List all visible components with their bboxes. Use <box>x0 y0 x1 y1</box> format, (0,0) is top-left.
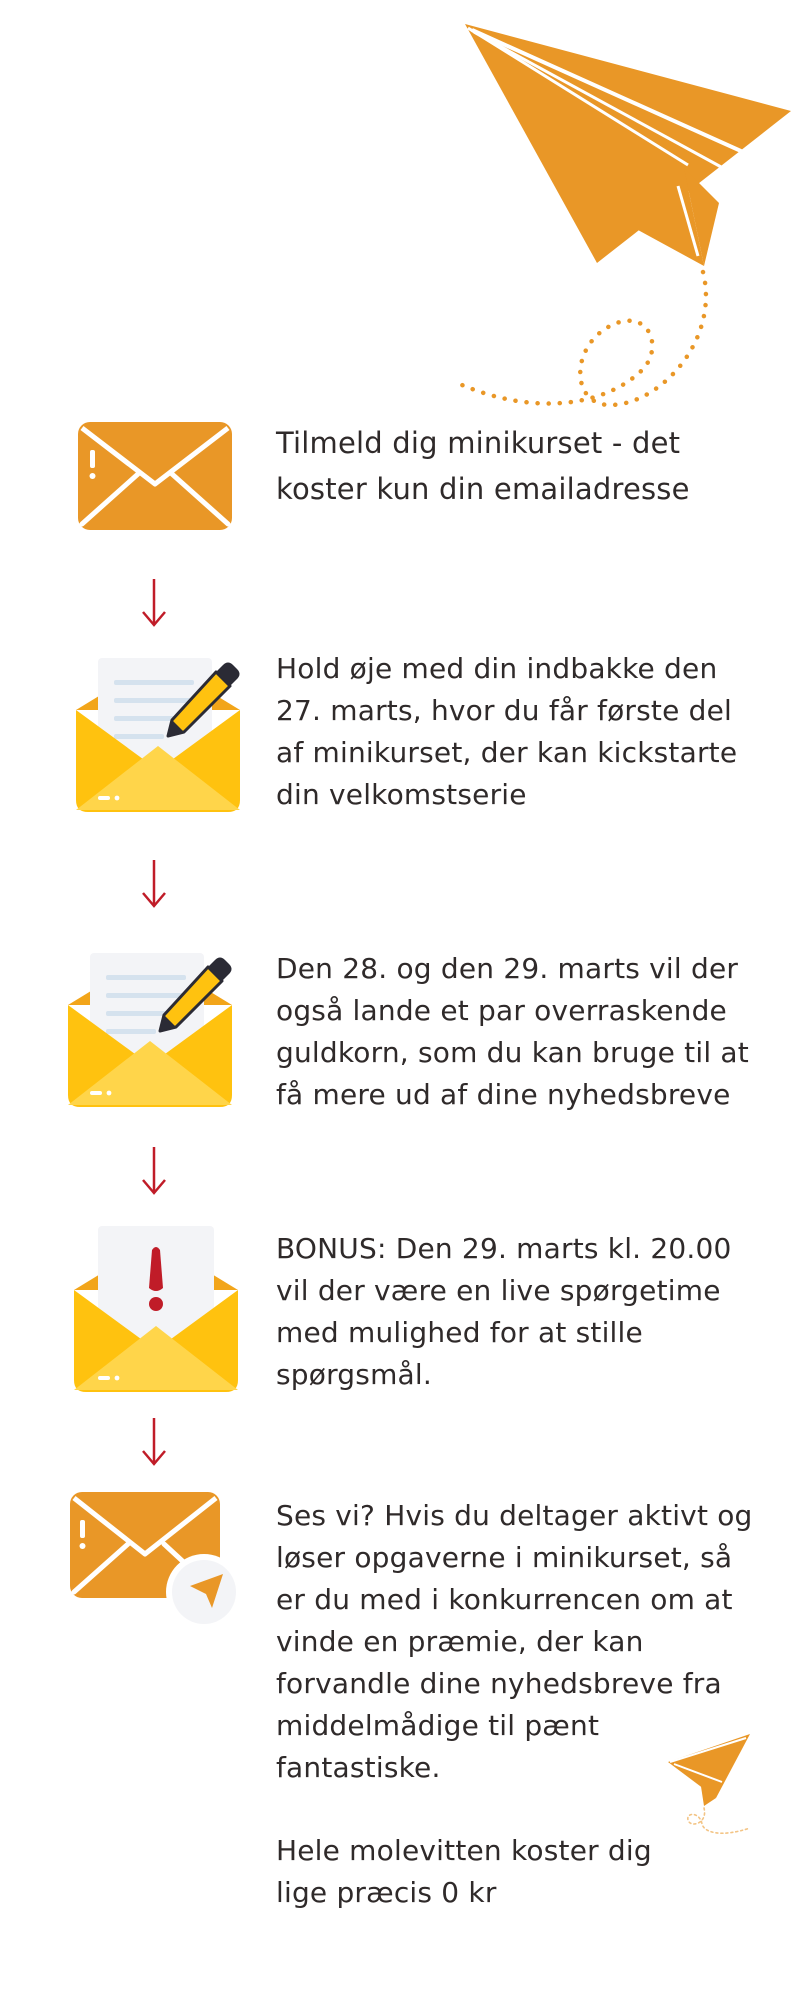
envelope-alert-icon <box>66 1220 246 1395</box>
envelope-send-icon <box>68 1490 248 1640</box>
arrow-down-icon <box>136 856 172 912</box>
envelope-letter-pencil-icon <box>60 945 240 1110</box>
paper-plane-icon <box>660 1728 760 1838</box>
footer-text <box>276 1830 756 1914</box>
footer-line-2: lige præcis 0 kr <box>276 1876 497 1909</box>
paper-plane-icon <box>440 10 800 420</box>
step-3-text: Den 28. og den 29. marts vil der også lande et par overraskende guldkorn, som du kan bruge til at få mere ud af dine nyhedsbreve <box>276 952 749 1111</box>
arrow-down-icon <box>136 575 172 631</box>
envelope-letter-pencil-icon <box>68 650 248 815</box>
step-4-text: BONUS: Den 29. marts kl. 20.00 vil der være en live spørgetime med mulighed for at stille spørgsmål. <box>276 1232 732 1391</box>
arrow-down-icon <box>136 1143 172 1199</box>
footer-line-1: Hele molevitten koster dig <box>276 1834 652 1867</box>
step-2-text: Hold øje med din indbakke den 27. marts, hvor du får første del af minikurset, der kan kickstarte din velkomstserie <box>276 652 738 811</box>
step-1-text: Tilmeld dig minikurset - det koster kun din emailadresse <box>276 426 690 506</box>
envelope-icon <box>76 420 234 532</box>
step-5-text: Ses vi? Hvis du deltager aktivt og løser opgaverne i minikurset, så er du med i konkurrencen om at vinde en præmie, der kan forvandle dine nyhedsbreve fra middelmådige til pænt fantastiske. <box>276 1499 753 1784</box>
arrow-down-icon <box>136 1414 172 1470</box>
